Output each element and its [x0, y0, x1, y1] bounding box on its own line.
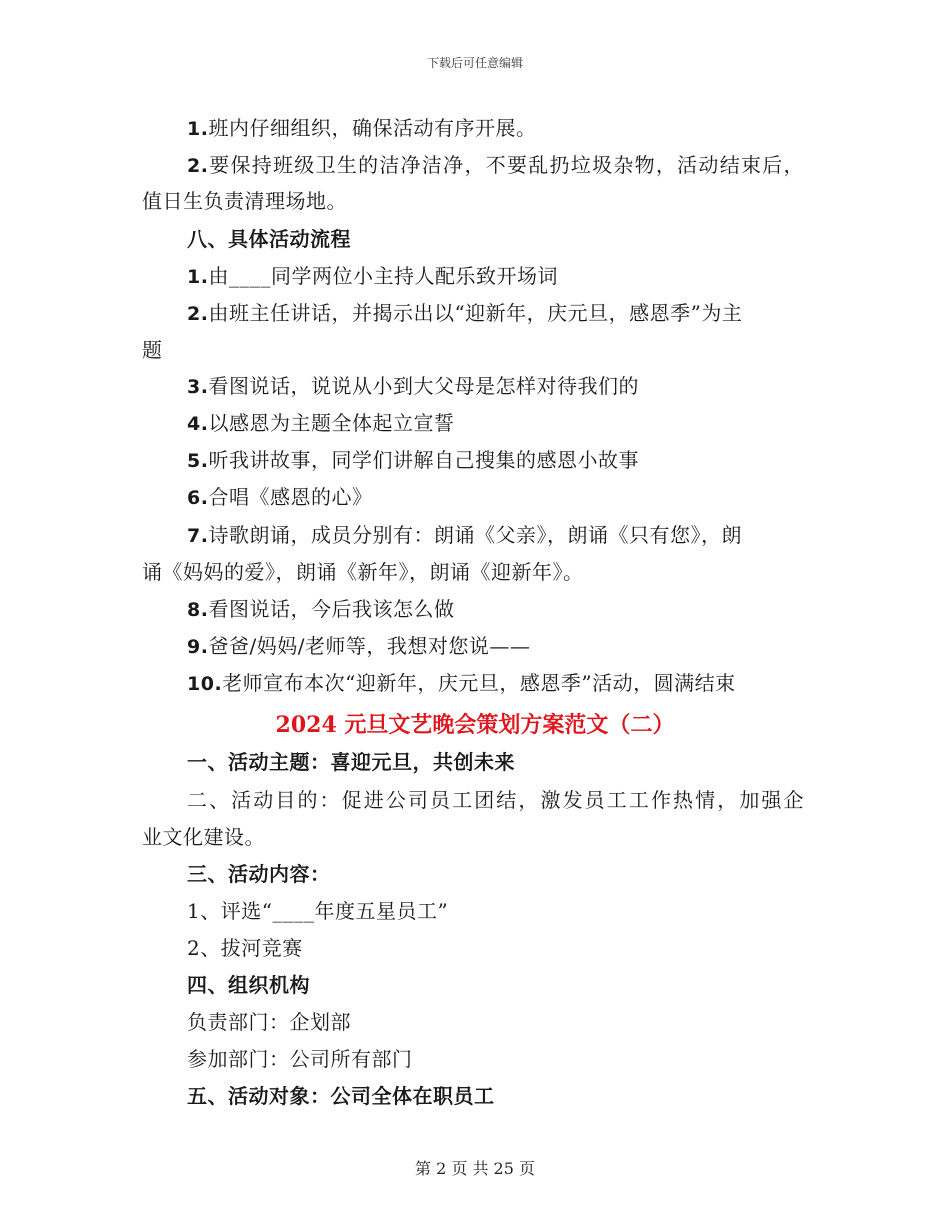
document-title: 2024 元旦文艺晚会策划方案范文（二）	[275, 712, 675, 738]
paragraph: 参加部门：公司所有部门	[187, 1047, 413, 1071]
list-number: 2.	[187, 303, 209, 325]
section-heading: 一、活动主题：喜迎元旦，共创未来	[187, 750, 515, 774]
list-number: 3.	[187, 376, 209, 398]
list-number: 9.	[187, 636, 209, 658]
list-item	[187, 116, 536, 141]
paragraph-continuation: 业文化建设。	[142, 825, 265, 849]
list-text: 看图说话，说说从小到大父母是怎样对待我们的	[208, 374, 639, 398]
list-item	[187, 634, 530, 659]
list-text-continuation: 值日生负责清理场地。	[142, 189, 347, 213]
list-item	[187, 485, 372, 510]
list-item	[187, 523, 742, 548]
paragraph: 负责部门：企划部	[187, 1010, 351, 1034]
list-item: 1、评选“____年度五星员工”	[187, 899, 449, 923]
list-item	[187, 301, 742, 326]
list-text: 以感恩为主题全体起立宣誓	[208, 411, 455, 435]
list-number: 10.	[187, 673, 223, 695]
list-text-continuation: 题	[142, 338, 163, 362]
list-number: 1.	[187, 118, 209, 140]
list-item	[187, 597, 454, 622]
paragraph: 二、活动目的：促进公司员工团结，激发员工工作热情，加强企	[187, 788, 804, 812]
section-heading: 八、具体活动流程	[187, 227, 351, 251]
list-number: 5.	[187, 450, 209, 472]
list-text: 合唱《感恩的心》	[208, 485, 373, 509]
list-item	[187, 374, 639, 399]
section-heading: 四、组织机构	[187, 973, 310, 997]
list-item	[187, 264, 558, 289]
list-text: 班内仔细组织，确保活动有序开展。	[208, 116, 537, 140]
list-item	[187, 671, 736, 696]
list-number: 4.	[187, 413, 209, 435]
page-footer: 第 2 页 共 25 页	[415, 1159, 535, 1178]
list-number: 8.	[187, 599, 209, 621]
list-item: 2、拔河竞赛	[187, 936, 303, 960]
list-item	[187, 153, 804, 178]
list-text: 听我讲故事，同学们讲解自己搜集的感恩小故事	[208, 448, 639, 472]
list-number: 6.	[187, 487, 209, 509]
list-text: 诗歌朗诵，成员分别有：朗诵《父亲》，朗诵《只有您》，朗	[208, 523, 742, 547]
list-text: 爸爸/妈妈/老师等，我想对您说——	[208, 634, 531, 658]
list-text-continuation: 诵《妈妈的爱》，朗诵《新年》，朗诵《迎新年》。	[142, 560, 584, 584]
list-text: 看图说话，今后我该怎么做	[208, 597, 455, 621]
list-number: 2.	[187, 155, 209, 177]
list-number: 1.	[187, 266, 209, 288]
list-text: 老师宣布本次“迎新年，庆元旦，感恩季”活动，圆满结束	[222, 671, 736, 695]
list-item	[187, 411, 454, 436]
list-text: 由班主任讲话，并揭示出以“迎新年，庆元旦，感恩季”为主	[208, 301, 743, 325]
list-text: 要保持班级卫生的洁净洁净，不要乱扔垃圾杂物，活动结束后，	[208, 153, 804, 177]
page-header: 下载后可任意编辑	[426, 56, 523, 70]
section-heading: 三、活动内容：	[187, 862, 331, 886]
section-heading: 五、活动对象：公司全体在职员工	[187, 1084, 495, 1108]
list-item	[187, 448, 639, 473]
list-text: 由____同学两位小主持人配乐致开场词	[208, 264, 558, 288]
list-number: 7.	[187, 525, 209, 547]
